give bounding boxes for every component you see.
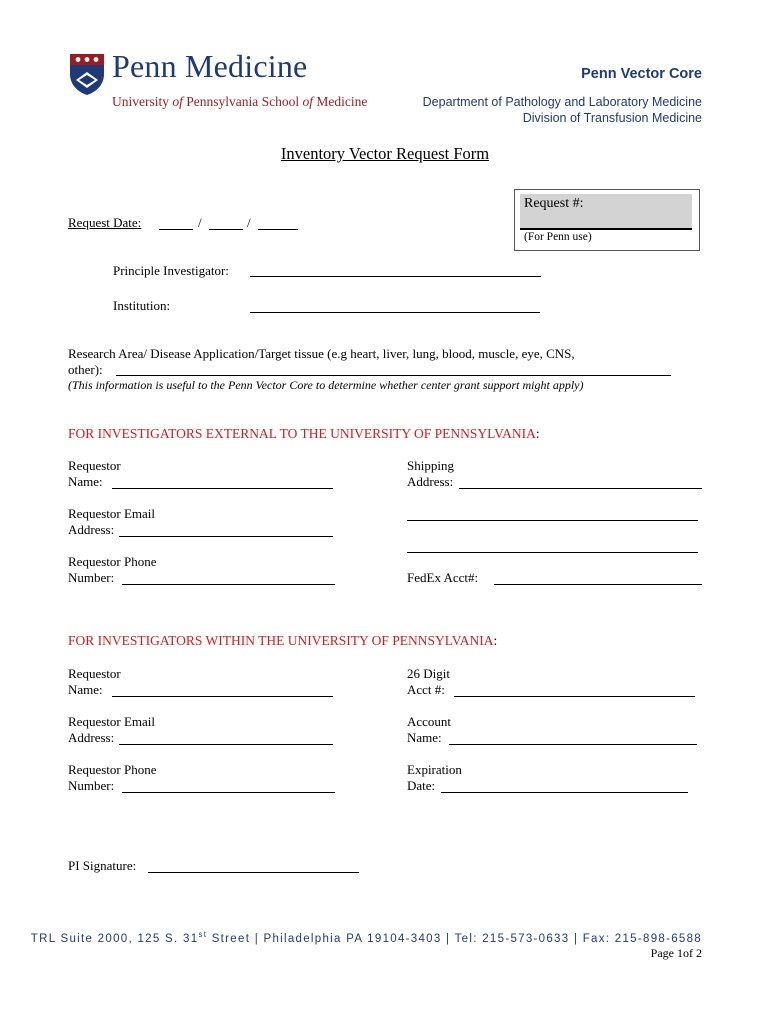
ext-requestor-name-label-1: Requestor (68, 458, 121, 473)
request-number-label: Request #: (524, 196, 584, 211)
pi-signature-field[interactable] (148, 872, 359, 873)
request-date-year-field[interactable] (258, 229, 298, 230)
research-other-label: other): (68, 362, 103, 377)
int-requestor-email-field[interactable] (119, 744, 333, 745)
fedex-label: FedEx Acct#: (407, 570, 479, 585)
penn-shield-icon (68, 52, 106, 96)
external-section-heading: FOR INVESTIGATORS EXTERNAL TO THE UNIVERSITY OF PENNSYLVANIA: (68, 426, 540, 441)
account-name-label-1: Account (407, 714, 452, 729)
shipping-label-2: Address: (407, 474, 454, 489)
date-separator: / (247, 215, 251, 230)
ext-requestor-name-label-2: Name: (68, 474, 103, 489)
brand-name: Penn Medicine (112, 48, 308, 84)
ext-requestor-phone-label-2: Number: (68, 570, 115, 585)
internal-section-heading: FOR INVESTIGATORS WITHIN THE UNIVERSITY OF PENNSYLVANIA: (68, 633, 498, 648)
ext-requestor-email-field[interactable] (119, 536, 333, 537)
ext-requestor-name-field[interactable] (112, 488, 333, 489)
int-requestor-name-field[interactable] (112, 696, 333, 697)
request-date-day-field[interactable] (209, 229, 243, 230)
penn-use-note: (For Penn use) (524, 231, 592, 243)
form-title: Inventory Vector Request Form (280, 144, 490, 163)
digit-account-label-1: 26 Digit (407, 666, 450, 681)
brand-subtitle: University of Pennsylvania School of Medicine (112, 94, 368, 109)
pi-field[interactable] (250, 276, 541, 277)
int-requestor-phone-field[interactable] (122, 792, 335, 793)
department-name: Department of Pathology and Laboratory Medicine (422, 95, 702, 109)
int-requestor-phone-label-1: Requestor Phone (68, 762, 157, 777)
date-separator: / (198, 215, 202, 230)
int-requestor-email-label-2: Address: (68, 730, 115, 745)
research-area-field[interactable] (116, 375, 671, 376)
expiration-date-field[interactable] (441, 792, 688, 793)
division-name: Division of Transfusion Medicine (522, 111, 702, 125)
institution-label: Institution: (113, 298, 171, 313)
int-requestor-phone-label-2: Number: (68, 778, 115, 793)
account-name-label-2: Name: (407, 730, 442, 745)
digit-account-label-2: Acct #: (407, 682, 445, 697)
institution-field[interactable] (250, 312, 540, 313)
ext-requestor-phone-field[interactable] (122, 584, 335, 585)
int-requestor-name-label-2: Name: (68, 682, 103, 697)
ext-requestor-email-label-2: Address: (68, 522, 115, 537)
int-requestor-email-label-1: Requestor Email (68, 714, 156, 729)
shipping-address-field-3[interactable] (407, 552, 698, 553)
pi-label: Principle Investigator: (113, 263, 229, 278)
shipping-address-field-2[interactable] (407, 520, 698, 521)
ext-requestor-phone-label-1: Requestor Phone (68, 554, 157, 569)
pi-signature-label: PI Signature: (68, 858, 137, 873)
request-date-label: Request Date: (68, 215, 142, 230)
research-area-label: Research Area/ Disease Application/Target tissue (e.g heart, liver, lung, blood, muscle, eye, CNS, (68, 346, 575, 361)
page-number: Page 1of 2 (650, 946, 702, 960)
expiration-label-2: Date: (407, 778, 436, 793)
request-date-month-field[interactable] (159, 229, 193, 230)
account-name-field[interactable] (449, 744, 697, 745)
expiration-label-1: Expiration (407, 762, 462, 777)
research-note: (This information is useful to the Penn Vector Core to determine whether center grant support might apply) (68, 378, 584, 392)
int-requestor-name-label-1: Requestor (68, 666, 121, 681)
core-name: Penn Vector Core (581, 66, 702, 82)
digit-account-field[interactable] (454, 696, 695, 697)
fedex-account-field[interactable] (494, 584, 702, 585)
footer-address: TRL Suite 2000, 125 S. 31st Street | Philadelphia PA 19104-3403 | Tel: 215-573-0633 | Fax: 215-898-6588 (30, 930, 702, 945)
shipping-address-field-1[interactable] (459, 488, 702, 489)
ext-requestor-email-label-1: Requestor Email (68, 506, 156, 521)
shipping-label-1: Shipping (407, 458, 454, 473)
